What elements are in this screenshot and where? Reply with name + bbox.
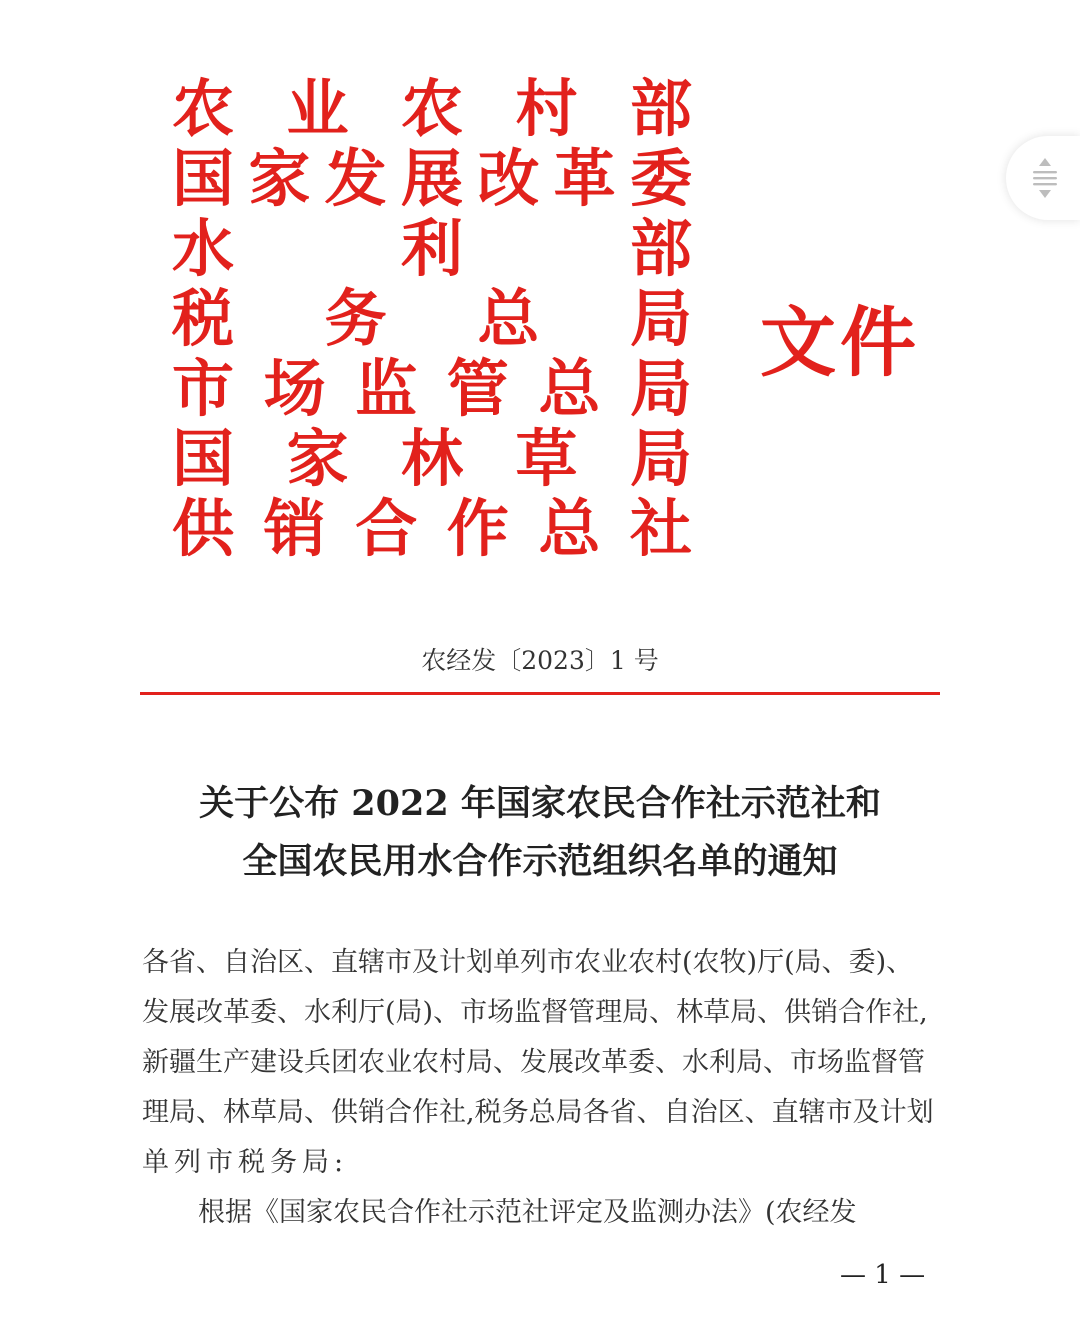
issuer-char: 农 (172, 72, 235, 145)
document-body (142, 938, 942, 1238)
issuer-char: 委 (629, 142, 692, 215)
scroll-handle-icon (1030, 156, 1060, 200)
issuer-char: 家 (248, 142, 311, 215)
issuer-char: 国 (172, 422, 235, 495)
issuer-char: 部 (630, 72, 693, 145)
issuing-organizations (172, 74, 692, 564)
issuer-char: 局 (629, 352, 692, 425)
document-number: 农经发〔2023〕1 号 (421, 646, 659, 675)
issuer-char: 部 (630, 212, 693, 285)
issuer-line (172, 494, 692, 564)
issuer-char: 农 (401, 72, 464, 145)
issuer-char: 革 (553, 142, 616, 215)
issuer-char: 供 (172, 492, 235, 565)
body-line: 根据《国家农民合作社示范社评定及监测办法》(农经发 (198, 1197, 857, 1228)
issuer-char: 利 (401, 212, 464, 285)
title-line-1: 关于公布 2022 年国家农民合作社示范社和 (199, 783, 881, 824)
title-line-2: 全国农民用水合作示范组织名单的通知 (242, 841, 838, 882)
issuer-char: 局 (629, 282, 692, 355)
issuer-char: 作 (446, 492, 509, 565)
issuer-char: 总 (538, 352, 601, 425)
page-number: — 1 — (840, 1260, 926, 1290)
issuer-line (172, 354, 692, 424)
issuer-char: 销 (263, 492, 326, 565)
document-title (0, 775, 1080, 891)
body-line: 发展改革委、水利厅(局)、市场监督管理局、林草局、供销合作社, (142, 997, 928, 1028)
issuer-char: 发 (324, 142, 387, 215)
issuer-char: 监 (355, 352, 418, 425)
red-divider (140, 692, 940, 695)
issuer-char: 社 (629, 492, 692, 565)
issuer-char: 税 (172, 282, 235, 355)
body-line: 理局、林草局、供销合作社,税务总局各省、自治区、直辖市及计划 (142, 1097, 934, 1128)
issuer-char: 务 (324, 282, 387, 355)
issuer-char: 林 (401, 422, 464, 495)
issuer-char: 场 (263, 352, 326, 425)
issuer-char: 总 (477, 282, 540, 355)
document-suffix: 文件 (760, 298, 920, 387)
issuer-line (172, 424, 692, 494)
scroll-handle[interactable] (1006, 136, 1080, 220)
body-line: 新疆生产建设兵团农业农村局、发展改革委、水利局、市场监督管 (142, 1047, 925, 1078)
issuer-char: 总 (538, 492, 601, 565)
issuer-char: 局 (630, 422, 693, 495)
issuer-char: 改 (477, 142, 540, 215)
issuer-char: 水 (172, 212, 235, 285)
issuer-line (172, 144, 692, 214)
body-line: 各省、自治区、直辖市及计划单列市农业农村(农牧)厅(局、委)、 (142, 947, 914, 978)
issuer-char: 业 (286, 72, 349, 145)
issuer-char: 村 (515, 72, 578, 145)
issuer-line (172, 214, 692, 284)
issuer-char: 合 (355, 492, 418, 565)
issuer-char: 市 (172, 352, 235, 425)
issuer-char: 家 (286, 422, 349, 495)
issuer-char: 草 (515, 422, 578, 495)
issuer-char: 展 (400, 142, 463, 215)
body-line: 单列市税务局: (142, 1147, 349, 1178)
issuer-char: 管 (446, 352, 509, 425)
issuer-char: 国 (172, 142, 235, 215)
issuer-line (172, 74, 692, 144)
issuer-line (172, 284, 692, 354)
